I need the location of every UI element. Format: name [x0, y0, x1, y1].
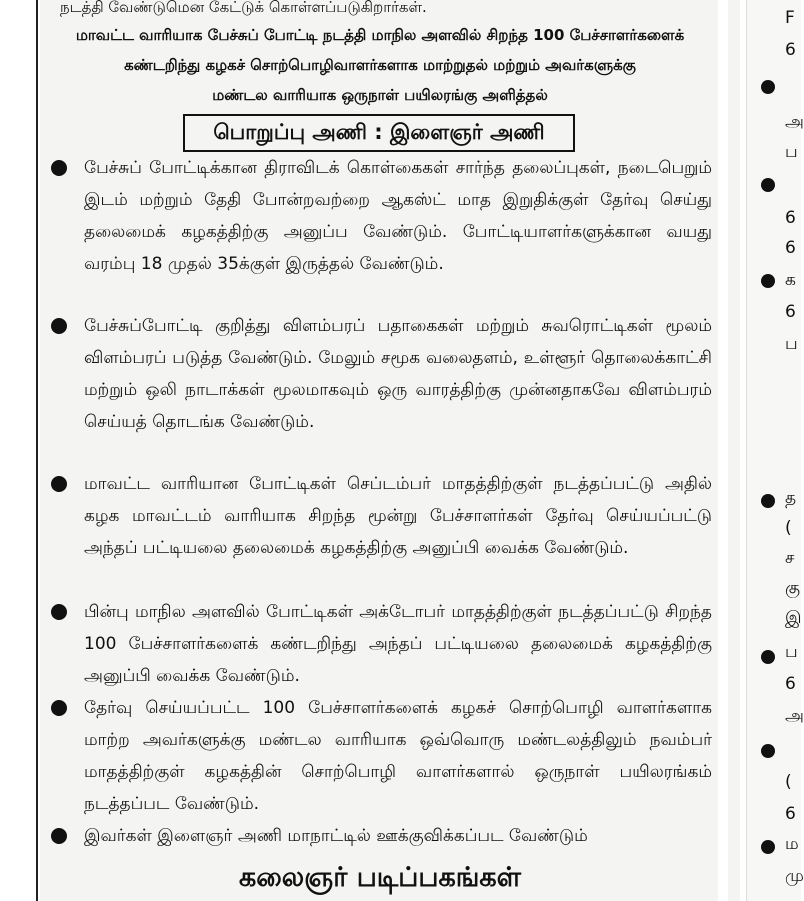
column-left-rule [36, 0, 38, 901]
column-gutter [718, 0, 728, 901]
adjacent-column-cropped [746, 0, 804, 901]
previous-sentence-tail: நடத்தி வேண்டுமென கேட்டுக் கொள்ளப்படுகிறார்கள். [60, 0, 427, 16]
cropped-fragment: த [785, 488, 797, 508]
bullet-icon [761, 840, 775, 854]
cropped-fragment: F [785, 8, 795, 28]
bullet-icon [761, 178, 775, 192]
cropped-fragment: அ [785, 112, 804, 132]
bullet-icon [51, 604, 67, 620]
bullet-icon [761, 274, 775, 288]
cropped-fragment: 6 [785, 208, 796, 228]
cropped-fragment: ப [785, 642, 798, 662]
cropped-fragment: ப [785, 142, 798, 162]
cropped-fragment: ( [785, 772, 792, 792]
cropped-fragment: 6 [785, 40, 796, 60]
bullet-icon [51, 160, 67, 176]
cropped-fragment: ப [785, 334, 798, 354]
headline-line-3: மண்டல வாரியாக ஒருநாள் பயிலரங்கு அளித்தல் [212, 86, 548, 104]
cropped-fragment: அ [785, 706, 804, 726]
point-2: பேச்சுப்போட்டி குறித்து விளம்பரப் பதாகைகள் மற்றும் சுவரொட்டிகள் மூலம் விளம்பரப் படுத்த வேண்டும். மேலும் சமூக வலைதளம், உள்ளூர் தொலைக்காட்சி மற்றும் ஒலி நாடாக்கள் மூலமாகவும் ஒரு வாரத்திற்கு முன்னதாகவே விளம்பரம் செய்யத் தொடங்க வேண்டும். [84, 316, 712, 432]
cropped-fragment: மு [785, 866, 804, 886]
bullet-icon [51, 476, 67, 492]
cropped-fragment: ( [785, 518, 792, 538]
cropped-fragment: 6 [785, 674, 796, 694]
bullet-icon [51, 318, 67, 334]
point-1: பேச்சுப் போட்டிக்கான திராவிடக் கொள்கைகள் சார்ந்த தலைப்புகள், நடைபெறும் இடம் மற்றும் தேதி போன்றவற்றை ஆகஸ்ட் மாத இறுதிக்குள் தேர்வு செய்து தலைமைக் கழகத்திற்கு அனுப்ப வேண்டும். போட்டியாளர்களுக்கான வயது வரம்பு 18 முதல் 35க்குள் இருத்தல் வேண்டும். [84, 158, 712, 274]
point-4: பின்பு மாநில அளவில் போட்டிகள் அக்டோபர் மாதத்திற்குள் நடத்தப்பட்டு சிறந்த 100 பேச்சாளர்களைக் கண்டறிந்து அந்தப் பட்டியலை தலைமைக் கழகத்திற்கு அனுப்பி வைக்க வேண்டும். [84, 602, 712, 686]
cropped-fragment: கு [785, 578, 801, 598]
bullet-icon [761, 80, 775, 94]
cropped-fragment: 6 [785, 804, 796, 824]
point-3: மாவட்ட வாரியான போட்டிகள் செப்டம்பர் மாதத்திற்குள் நடத்தப்பட்டு அதில் கழக மாவட்டம் வாரியாக சிறந்த மூன்று பேச்சாளர்கள் தேர்வு செய்யப்பட்டு அந்தப் பட்டியலை தலைமைக் கழகத்திற்கு அனுப்பி வைக்க வேண்டும். [84, 474, 712, 558]
bullet-icon [761, 494, 775, 508]
headline-line-2: கண்டறிந்து கழகச் சொற்பொழிவாளர்களாக மாற்றுதல் மற்றும் அவர்களுக்கு [124, 56, 636, 74]
cropped-fragment: 6 [785, 238, 796, 258]
bullet-icon [761, 650, 775, 664]
bullet-icon [761, 744, 775, 758]
cropped-fragment: 6 [785, 302, 796, 322]
bullet-icon [51, 828, 67, 844]
cropped-fragment: ச [785, 548, 795, 568]
point-5: தேர்வு செய்யப்பட்ட 100 பேச்சாளர்களைக் கழகச் சொற்பொழி வாளர்களாக மாற்ற அவர்களுக்கு மண்டல வாரியாக ஒவ்வொரு மண்டலத்திலும் நவம்பர் மாதத்திற்குள் கழகத்தின் சொற்பொழி வாளர்களால் ஒருநாள் பயிலரங்கம் நடத்தப்பட வேண்டும். [84, 698, 712, 814]
headline-line-1: மாவட்ட வாரியாக பேச்சுப் போட்டி நடத்தி மாநில அளவில் சிறந்த 100 பேச்சாளர்களைக் [75, 26, 685, 44]
cropped-fragment: க [785, 270, 796, 290]
point-6: இவர்கள் இளைஞர் அணி மாநாட்டில் ஊக்குவிக்கப்பட வேண்டும் [84, 826, 588, 846]
cropped-fragment: இ [785, 608, 802, 628]
cropped-fragment: ம [785, 834, 799, 854]
next-section-title: கலைஞர் படிப்பகங்கள் [238, 862, 522, 893]
bullet-icon [51, 700, 67, 716]
responsible-wing-label: பொறுப்பு அணி : இளைஞர் அணி [183, 114, 575, 152]
